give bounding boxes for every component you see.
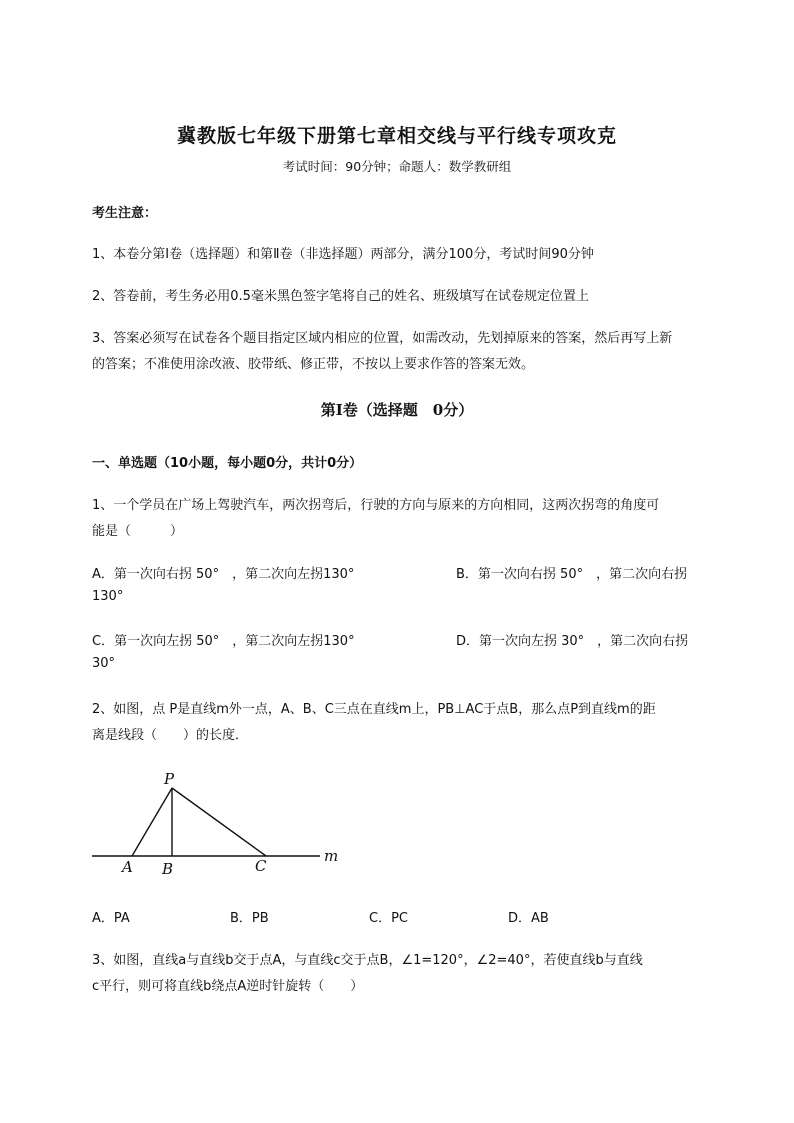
- q3-stem-cont: c平行，则可将直线b绕点A逆时针旋转（ ）: [92, 979, 364, 994]
- label-c: C: [255, 857, 267, 875]
- q2-stem-cont: 离是线段（ ）的长度．: [92, 728, 249, 743]
- notice-item-2: 2、答卷前，考生务必用0.5毫米黑色签字笔将自己的姓名、班级填写在试卷规定位置上: [92, 289, 589, 304]
- segment-pa: [132, 788, 172, 856]
- notice-item-3: 3、答案必须写在试卷各个题目指定区域内相应的位置，如需改动，先划掉原来的答案，然后再写上新: [92, 331, 673, 346]
- q3-stem: 3、如图，直线a与直线b交于点A，与直线c交于点B，∠1=120°，∠2=40°，若使直线b与直线: [92, 953, 643, 968]
- section-title: 第I卷（选择题 0分）: [320, 401, 474, 419]
- q2-option-a[interactable]: A．PA: [92, 911, 130, 926]
- q1-option-b-cont: 130°: [92, 589, 124, 604]
- q2-option-d[interactable]: D．AB: [508, 911, 549, 926]
- notice-item-3-cont: 的答案；不准使用涂改液、胶带纸、修正带，不按以上要求作答的答案无效。: [92, 357, 535, 372]
- notice-heading: 考生注意：: [92, 206, 158, 221]
- label-m: m: [324, 847, 339, 865]
- q1-stem: 1、一个学员在广场上驾驶汽车，两次拐弯后，行驶的方向与原来的方向相同，这两次拐弯的角度可: [92, 498, 660, 513]
- q1-option-a[interactable]: A．第一次向右拐 50° ，第二次向左拐130°: [92, 567, 355, 582]
- exam-info: 考试时间：90分钟；命题人：数学教研组: [282, 159, 512, 174]
- q2-option-b[interactable]: B．PB: [230, 911, 269, 926]
- q1-option-c[interactable]: C．第一次向左拐 50° ，第二次向左拐130°: [92, 634, 355, 649]
- label-a: A: [122, 858, 133, 876]
- label-b: B: [162, 860, 174, 878]
- q1-stem-cont: 能是（ ）: [92, 524, 184, 539]
- segment-pc: [172, 788, 266, 856]
- q2-figure: [80, 762, 360, 882]
- q1-option-b[interactable]: B．第一次向右拐 50° ，第二次向右拐: [456, 567, 688, 582]
- notice-item-1: 1、本卷分第I卷（选择题）和第Ⅱ卷（非选择题）两部分，满分100分，考试时间90分钟: [92, 247, 594, 262]
- q1-option-d-cont: 30°: [92, 656, 116, 671]
- page-title: 冀教版七年级下册第七章相交线与平行线专项攻克: [176, 125, 617, 147]
- part-heading: 一、单选题（10小题，每小题0分，共计0分）: [92, 456, 363, 471]
- q2-stem: 2、如图，点 P是直线m外一点，A、B、C三点在直线m上，PB⊥AC于点B，那么点P到直线m的距: [92, 702, 656, 717]
- label-p: P: [164, 770, 175, 788]
- q2-option-c[interactable]: C．PC: [369, 911, 408, 926]
- q1-option-d[interactable]: D．第一次向左拐 30° ，第二次向右拐: [456, 634, 689, 649]
